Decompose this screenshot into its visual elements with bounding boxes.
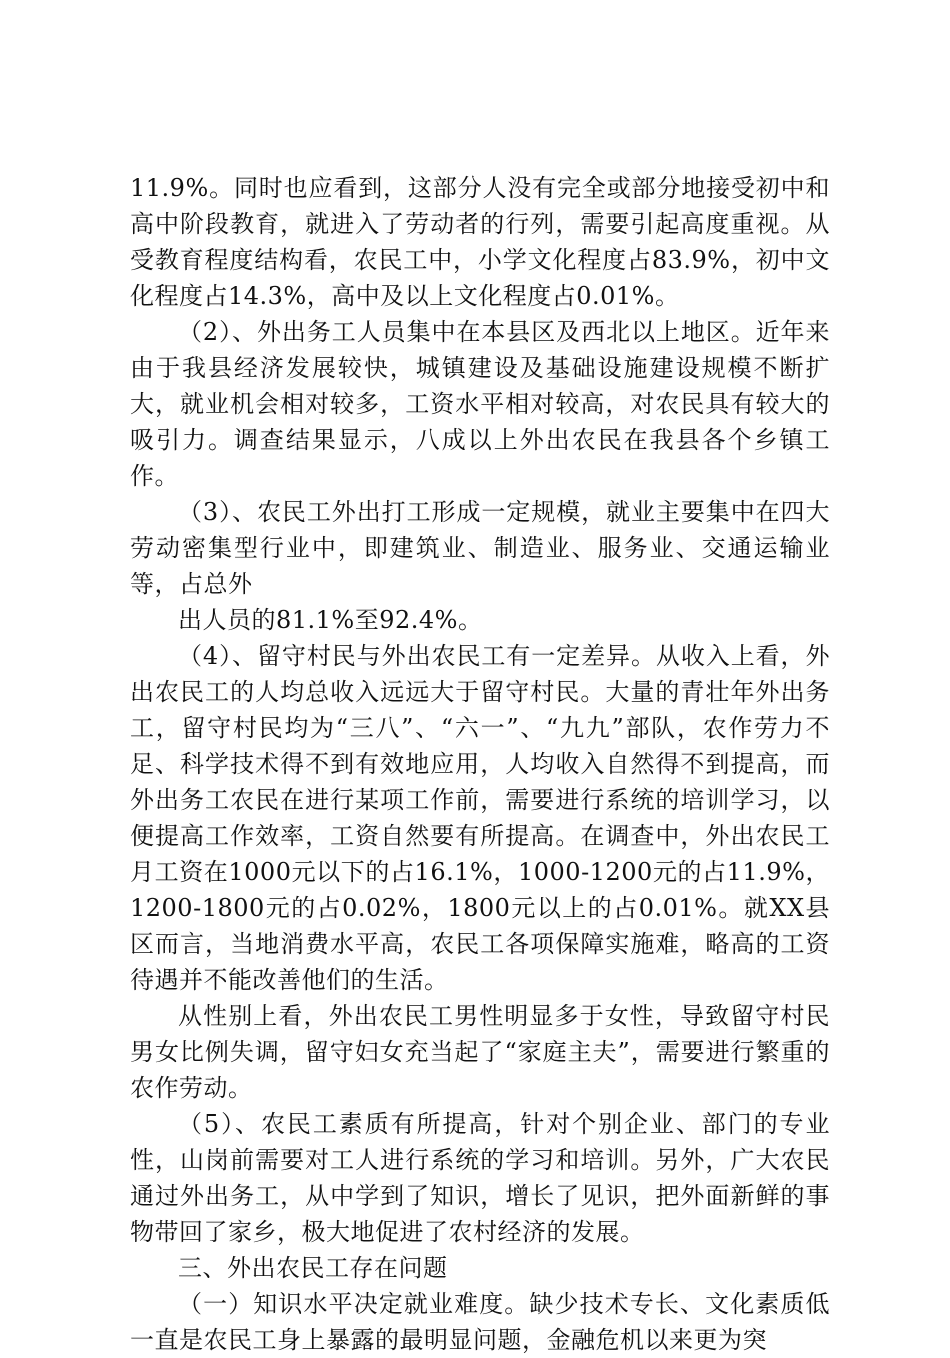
paragraph-gender: 从性别上看，外出农民工男性明显多于女性，导致留守村民男女比例失调，留守妇女充当起了“家庭主夫”，需要进行繁重的农作劳动。 <box>130 1002 830 1102</box>
paragraph-point-3-continued: 出人员的81.1%至92.4%。 <box>178 606 483 634</box>
document-page <box>130 170 830 1358</box>
paragraph-point-4: （4）、留守村民与外出农民工有一定差异。从收入上看，外出农民工的人均总收入远远大于留守村民。大量的青壮年外出务工，留守村民均为“三八”、“六一”、“九九”部队，农作劳力不足、科学技术得不到有效地应用，人均收入自然得不到提高，而外出务工农民在进行某项工作前，需要进行系统的培训学习，以便提高工作效率，工资自然要有所提高。在调查中，外出农民工月工资在1000元以下的占16.1%，1000-1200元的占11.9%，1200-1800元的占0.02%，1800元以上的占0.01%。就XX县区而言，当地消费水平高，农民工各项保障实施难，略高的工资待遇并不能改善他们的生活。 <box>130 642 830 994</box>
paragraph-problem-1: （一）知识水平决定就业难度。缺少技术专长、文化素质低一直是农民工身上暴露的最明显问题，金融危机以来更为突 <box>130 1290 830 1354</box>
paragraph-point-5: （5）、农民工素质有所提高，针对个别企业、部门的专业性，山岗前需要对工人进行系统的学习和培训。另外，广大农民通过外出务工，从中学到了知识，增长了见识，把外面新鲜的事物带回了家乡，极大地促进了农村经济的发展。 <box>130 1110 830 1246</box>
section-heading-problems: 三、外出农民工存在问题 <box>178 1254 448 1282</box>
paragraph-point-3: （3）、农民工外出打工形成一定规模，就业主要集中在四大劳动密集型行业中，即建筑业、制造业、服务业、交通运输业等，占总外 <box>130 498 830 598</box>
paragraph-education-continued: 11.9%。同时也应看到，这部分人没有完全或部分地接受初中和高中阶段教育，就进入了劳动者的行列，需要引起高度重视。从受教育程度结构看，农民工中，小学文化程度占83.9%，初中文化程度占14.3%，高中及以上文化程度占0.01%。 <box>130 174 830 310</box>
paragraph-point-2: （2）、外出务工人员集中在本县区及西北以上地区。近年来由于我县经济发展较快，城镇建设及基础设施建设规模不断扩大，就业机会相对较多，工资水平相对较高，对农民具有较大的吸引力。调查结果显示，八成以上外出农民在我县各个乡镇工作。 <box>130 318 830 490</box>
